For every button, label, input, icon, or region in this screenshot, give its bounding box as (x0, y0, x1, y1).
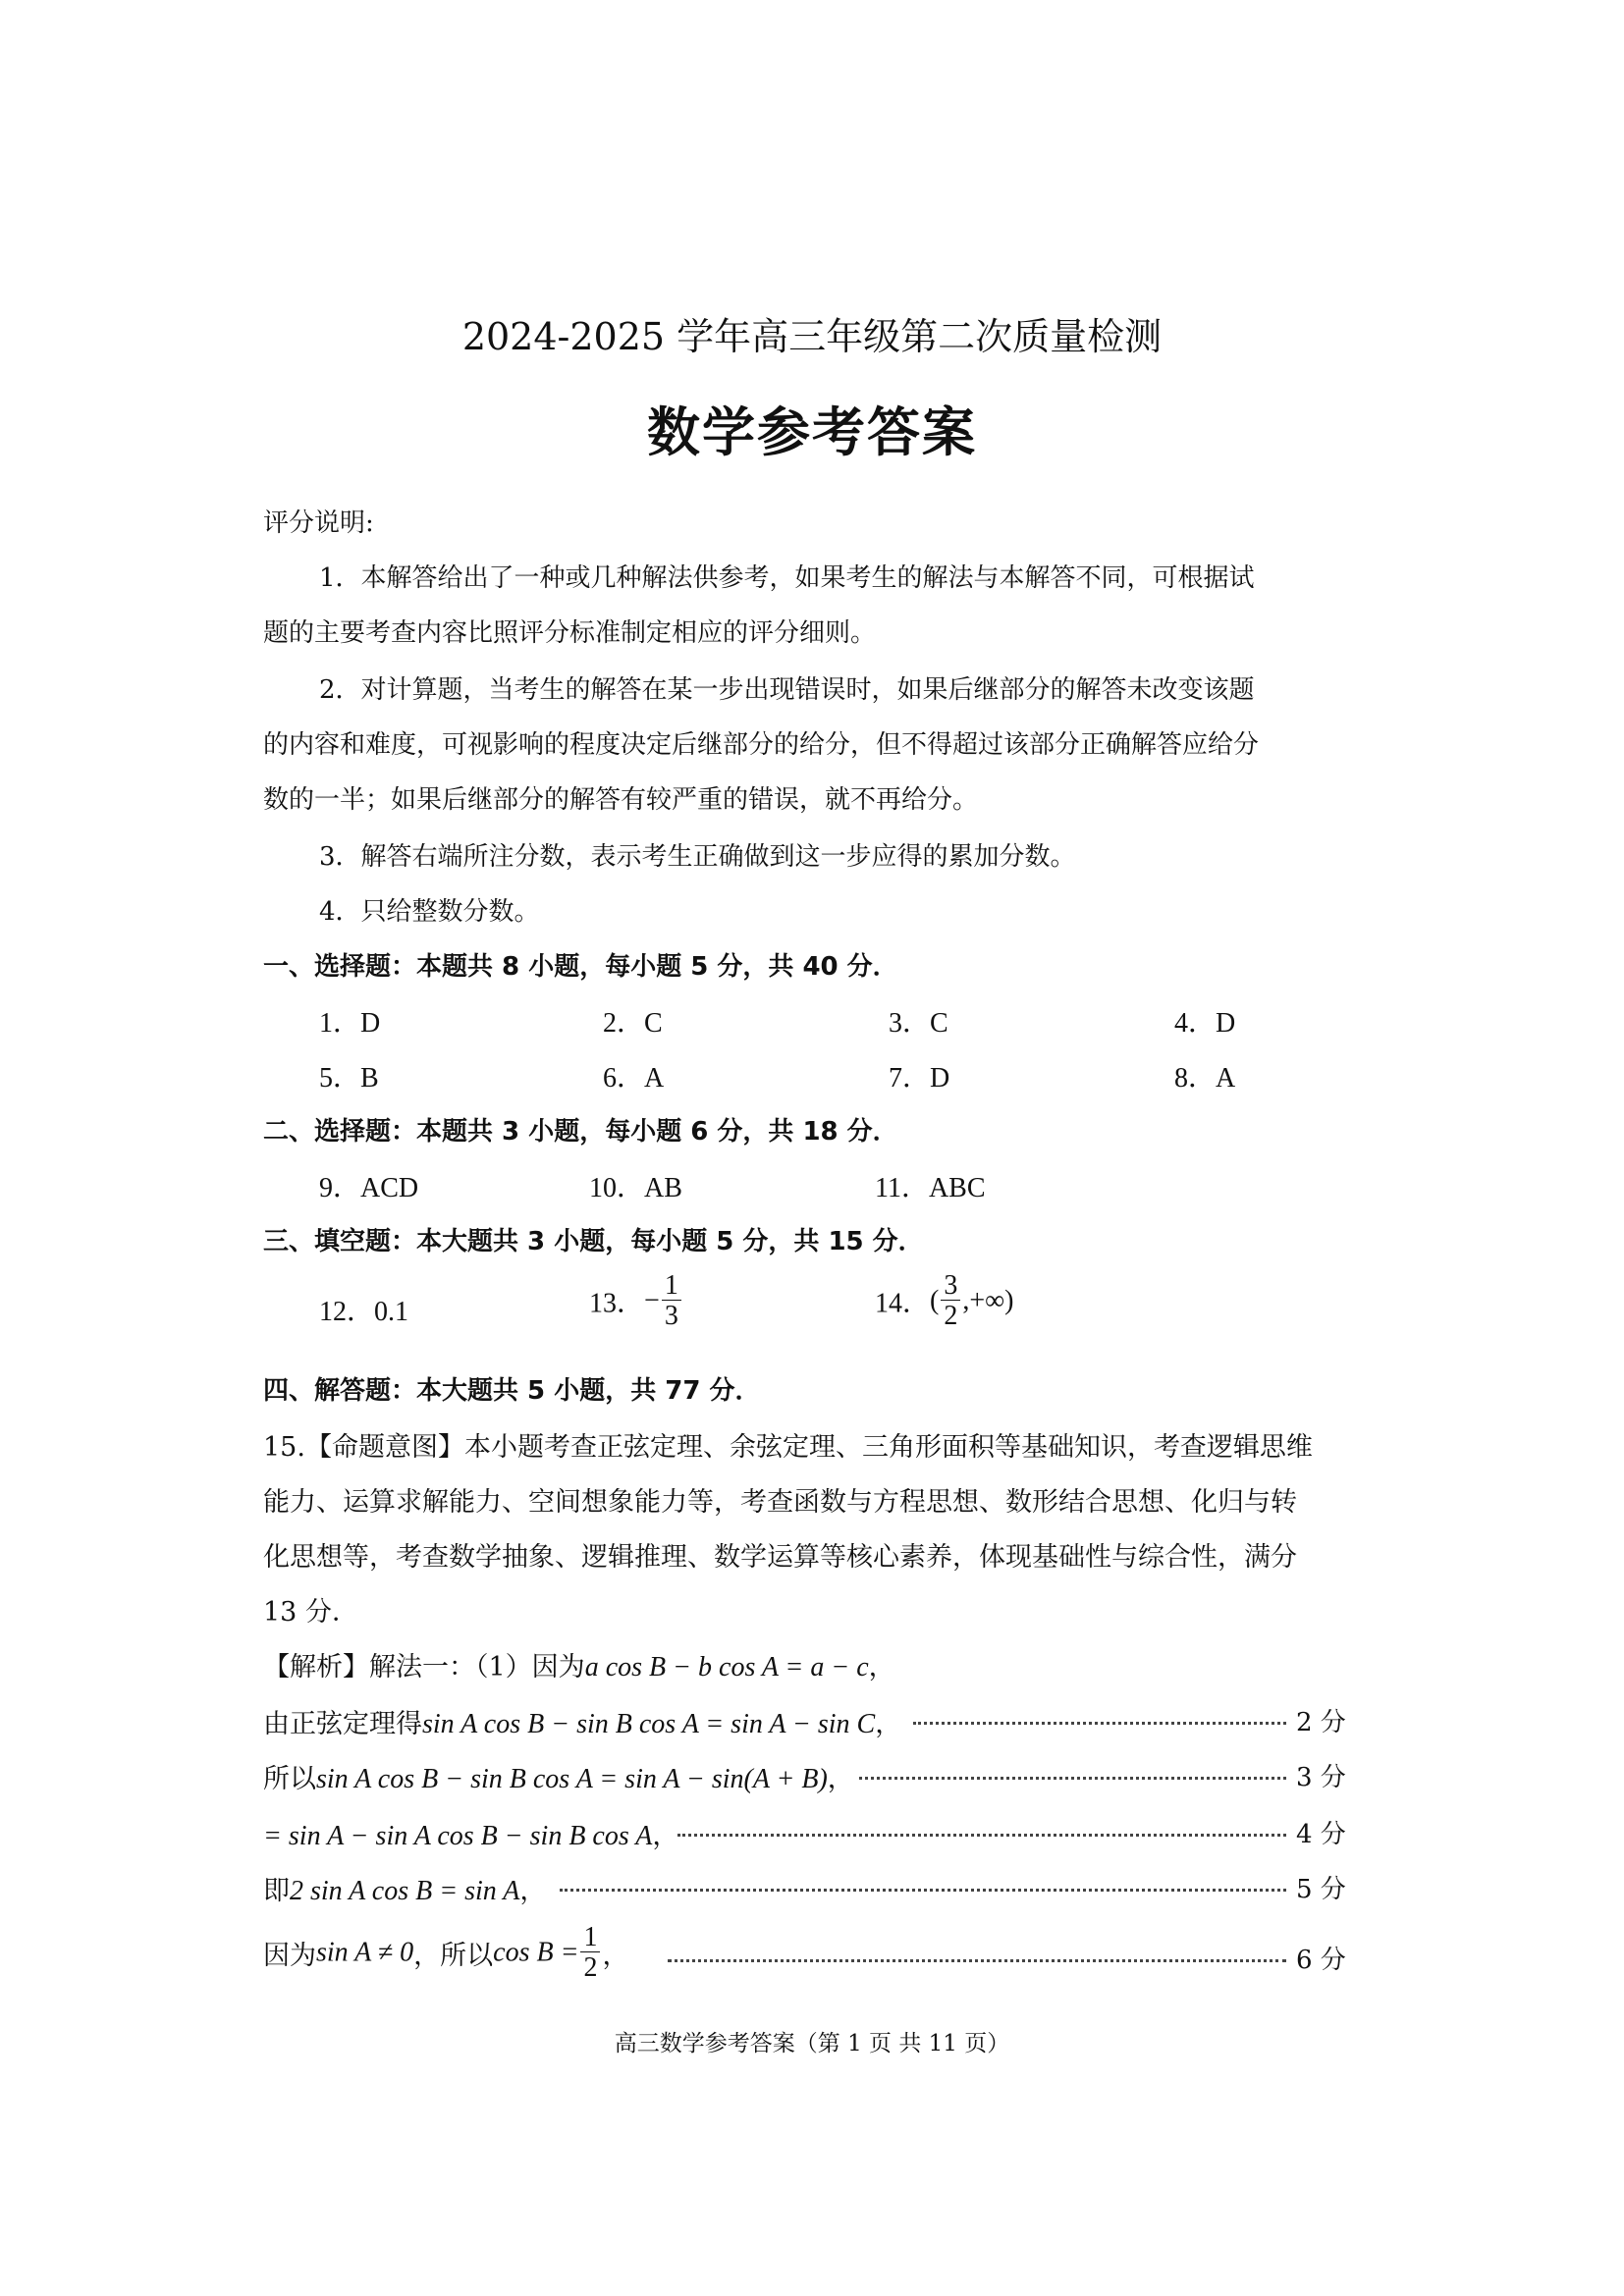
step-3-leader-dots (859, 1777, 1286, 1780)
answer-13-sign: − (644, 1285, 660, 1316)
answer-13-numerator: 1 (664, 1270, 678, 1301)
section-2-heading: 二、选择题：本题共 3 小题，每小题 6 分，共 18 分． (263, 1117, 898, 1147)
answer-13-fraction (662, 1272, 681, 1330)
solution-step-2 (263, 1702, 901, 1740)
solution-step-3 (263, 1757, 854, 1795)
step-2-formula: sin A cos B − sin B cos A = sin A − sin C (422, 1709, 876, 1739)
answer-9: 9．ACD (319, 1173, 419, 1203)
exam-title: 2024-2025 学年高三年级第二次质量检测 (461, 315, 1163, 358)
answer-11: 11．ABC (875, 1173, 986, 1203)
step-1-formula: a cos B − b cos A = a − c (584, 1652, 869, 1682)
step-6-prefix: 因为 (263, 1941, 316, 1971)
note-3: 3．解答右端所注分数，表示考生正确做到这一步应得的累加分数。 (319, 842, 1076, 872)
answer-14-label: 14． (875, 1288, 931, 1319)
step-2-suffix: ， (875, 1709, 902, 1739)
step-2-leader-dots (913, 1722, 1286, 1725)
page-footer: 高三数学参考答案（第 1 页 共 11 页） (614, 2031, 1010, 2056)
answer-13-denominator: 3 (662, 1300, 681, 1330)
document-title: 数学参考答案 (647, 400, 977, 463)
step-5-suffix: ， (519, 1876, 547, 1906)
answer-2: 2．C (603, 1008, 663, 1039)
answer-7: 7．D (889, 1063, 950, 1094)
step-3-suffix: ， (827, 1764, 854, 1794)
note-2-line-3: 数的一半；如果后继部分的解答有较严重的错误，就不再给分。 (263, 785, 979, 815)
step-5-formula: 2 sin A cos B = sin A (290, 1876, 520, 1906)
answer-10: 10．AB (589, 1173, 682, 1203)
answer-8: 8．A (1174, 1063, 1236, 1094)
note-1-line-2: 题的主要考查内容比照评分标准制定相应的评分细则。 (263, 618, 877, 648)
notes-heading: 评分说明: (263, 508, 374, 538)
note-4: 4．只给整数分数。 (319, 897, 540, 927)
step-6-suffix: ， (602, 1941, 629, 1971)
answer-14 (875, 1272, 1013, 1330)
step-4-score: 4 分 (1296, 1820, 1346, 1849)
step-2-prefix: 由正弦定理得 (263, 1709, 422, 1739)
step-3-score: 3 分 (1296, 1763, 1346, 1792)
step-5-prefix: 即 (263, 1876, 290, 1906)
step-4-leader-dots (677, 1834, 1286, 1837)
step-6-score: 6 分 (1296, 1946, 1346, 1975)
step-6-denominator: 2 (580, 1951, 600, 1982)
step-6-formula-2: cos B = (493, 1937, 579, 1968)
answer-14-denominator: 2 (941, 1300, 960, 1330)
step-4-formula: = sin A − sin A cos B − sin B cos A (263, 1821, 653, 1851)
q15-intro-line-1: 15.【命题意图】本小题考查正弦定理、余弦定理、三角形面积等基础知识，考查逻辑思维 (263, 1432, 1313, 1463)
step-6-mid: ，所以 (413, 1941, 494, 1971)
answer-13-label: 13． (589, 1288, 645, 1319)
q15-intro-line-4: 13 分． (263, 1597, 358, 1628)
step-6-fraction (580, 1924, 600, 1982)
note-2-line-1: 2．对计算题，当考生的解答在某一步出现错误时，如果后继部分的解答未改变该题 (319, 675, 1255, 705)
answer-14-rest: ,+∞) (962, 1285, 1014, 1316)
answer-3: 3．C (889, 1008, 948, 1039)
solution-step-4 (263, 1814, 678, 1852)
answer-14-open: ( (930, 1285, 940, 1316)
answer-13 (589, 1272, 683, 1330)
step-4-suffix: ， (652, 1821, 679, 1851)
answer-1: 1．D (319, 1008, 381, 1039)
section-1-heading: 一、选择题：本题共 8 小题，每小题 5 分，共 40 分． (263, 952, 898, 982)
solution-step-6 (263, 1924, 628, 1982)
answer-14-fraction (941, 1272, 960, 1330)
step-1-suffix: ， (868, 1652, 895, 1682)
step-5-score: 5 分 (1296, 1875, 1346, 1904)
step-3-prefix: 所以 (263, 1764, 316, 1794)
step-5-leader-dots (560, 1889, 1286, 1892)
step-2-score: 2 分 (1296, 1708, 1346, 1737)
q15-intro-line-2: 能力、运算求解能力、空间想象能力等，考查函数与方程思想、数形结合思想、化归与转 (263, 1487, 1297, 1518)
answer-5: 5．B (319, 1063, 379, 1094)
step-6-leader-dots (668, 1959, 1286, 1962)
answer-4: 4．D (1174, 1008, 1236, 1039)
answer-14-numerator: 3 (944, 1270, 958, 1301)
answer-6: 6．A (603, 1063, 665, 1094)
step-3-formula: sin A cos B − sin B cos A = sin A − sin(A + B) (316, 1764, 828, 1794)
solution-step-5 (263, 1869, 546, 1907)
step-1-prefix: 【解析】解法一：（1）因为 (263, 1652, 585, 1682)
note-2-line-2: 的内容和难度，可视影响的程度决定后继部分的给分，但不得超过该部分正确解答应给分 (263, 730, 1260, 760)
step-6-formula-1: sin A ≠ 0 (316, 1937, 414, 1968)
q15-intro-line-3: 化思想等，考查数学抽象、逻辑推理、数学运算等核心素养，体现基础性与综合性，满分 (263, 1542, 1297, 1573)
note-1-line-1: 1．本解答给出了一种或几种解法供参考，如果考生的解法与本解答不同，可根据试 (319, 563, 1255, 593)
section-3-heading: 三、填空题：本大题共 3 小题，每小题 5 分，共 15 分． (263, 1227, 924, 1256)
step-6-numerator: 1 (583, 1922, 598, 1952)
solution-step-1 (263, 1645, 895, 1683)
answer-12: 12．0.1 (319, 1297, 409, 1327)
section-4-heading: 四、解答题：本大题共 5 小题，共 77 分． (263, 1376, 761, 1406)
